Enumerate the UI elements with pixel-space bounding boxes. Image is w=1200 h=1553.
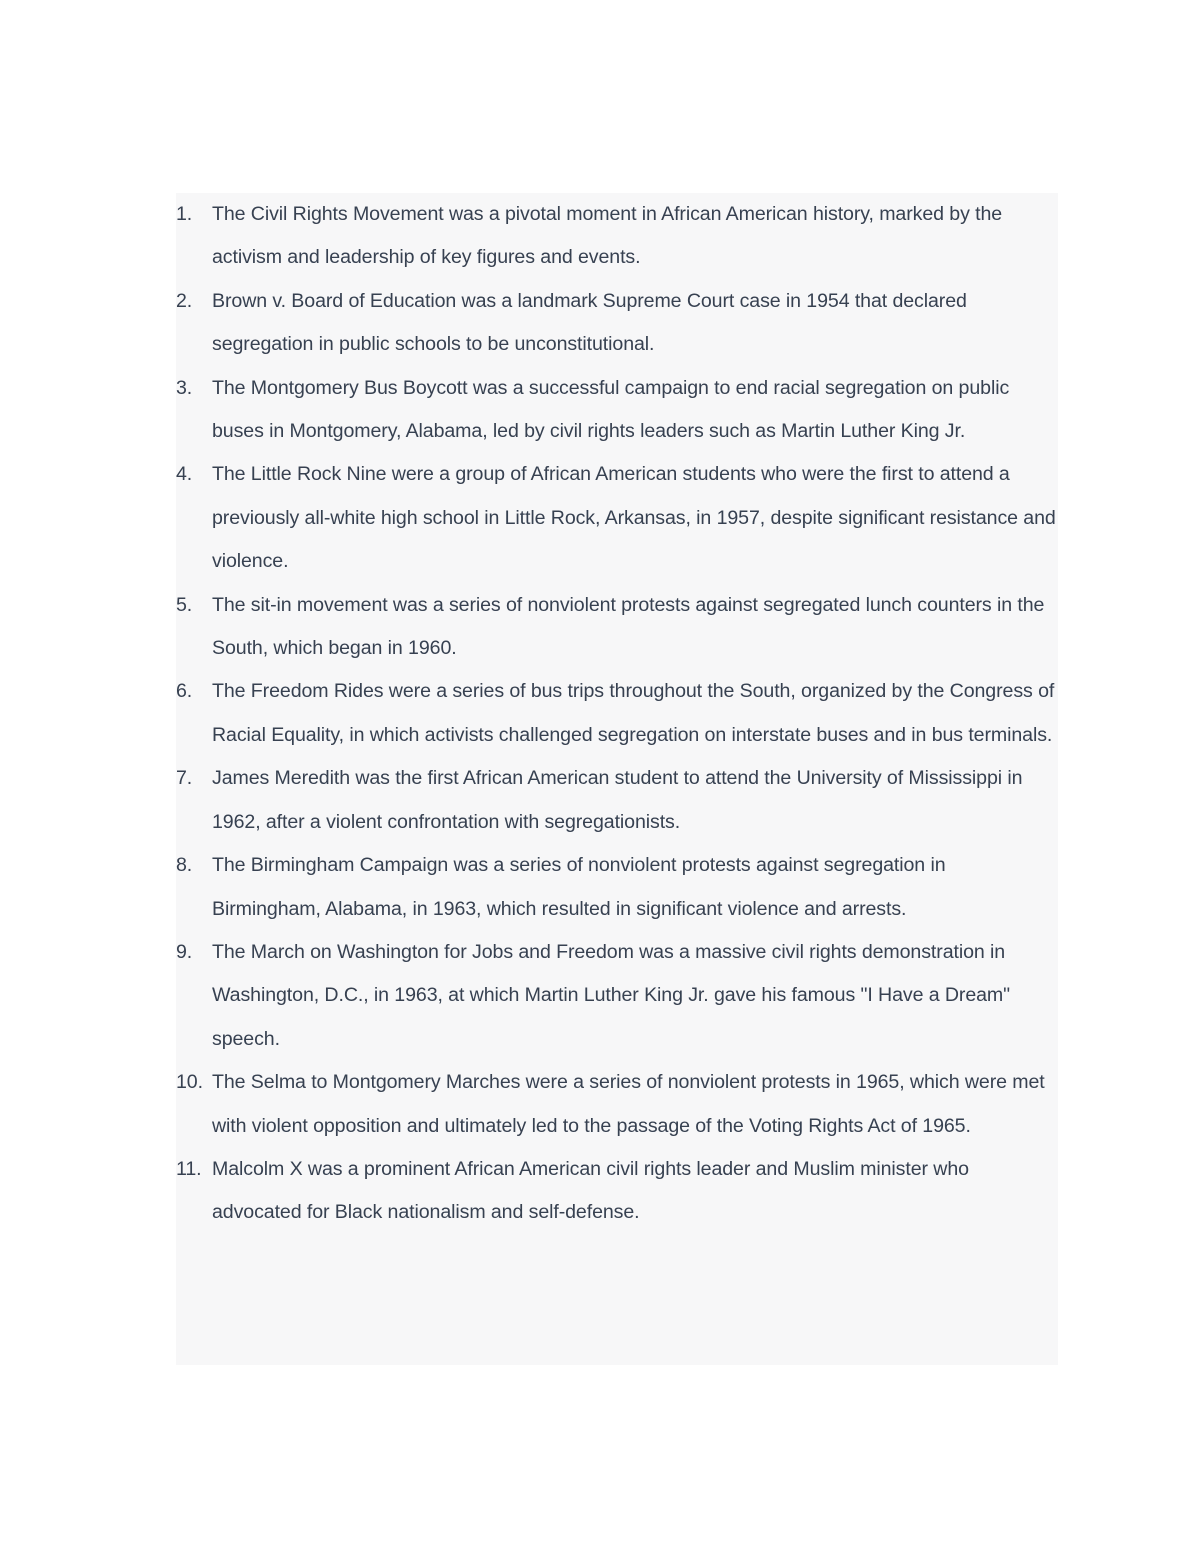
list-item-text: The Little Rock Nine were a group of African American students who were the first to attend a previously all-white high school in Little Rock, Arkansas, in 1957, despite significant resistance and violence. <box>212 463 1056 573</box>
list-item-number: 9. <box>176 940 193 963</box>
list-item-text: The March on Washington for Jobs and Freedom was a massive civil rights demonstration in Washington, D.C., in 1963, at which Martin Luther King Jr. gave his famous "I Have a Dream" speech. <box>212 940 1011 1050</box>
list-item-number: 4. <box>176 463 193 486</box>
list-item-text: The Birmingham Campaign was a series of nonviolent protests against segregation in Birmingham, Alabama, in 1963, which resulted in significant violence and arrests. <box>212 854 946 920</box>
list-item <box>176 1148 1058 1235</box>
list-item-number: 10. <box>176 1071 203 1094</box>
list-item-text: Malcolm X was a prominent African American civil rights leader and Muslim minister who advocated for Black nationalism and self-defense. <box>212 1157 969 1224</box>
numbered-list <box>176 193 1058 1235</box>
list-item <box>176 367 1058 454</box>
list-item <box>176 193 1058 280</box>
list-item-text: The Montgomery Bus Boycott was a successful campaign to end racial segregation on public buses in Montgomery, Alabama, led by civil rights leaders such as Martin Luther King Jr. <box>212 376 1010 443</box>
list-item <box>176 931 1058 1061</box>
list-item-text: The Freedom Rides were a series of bus trips throughout the South, organized by the Congress of Racial Equality, in which activists challenged segregation on interstate buses and in bus terminals. <box>212 680 1055 746</box>
numbered-list-block <box>176 193 1058 1365</box>
list-item-number: 8. <box>176 854 193 877</box>
list-item <box>176 584 1058 671</box>
list-item-number: 1. <box>176 203 193 225</box>
list-item-text: Brown v. Board of Education was a landmark Supreme Court case in 1954 that declared segregation in public schools to be unconstitutional. <box>212 289 967 356</box>
list-item <box>176 757 1058 844</box>
list-item <box>176 280 1058 367</box>
list-item-number: 7. <box>176 767 193 790</box>
list-item <box>176 1061 1058 1148</box>
list-item-number: 11. <box>176 1157 202 1180</box>
list-item-number: 6. <box>176 680 193 703</box>
list-item-text: James Meredith was the first African American student to attend the University of Mississippi in 1962, after a violent confrontation with segregationists. <box>212 767 1023 833</box>
list-item-number: 5. <box>176 593 193 616</box>
list-item-text: The sit-in movement was a series of nonviolent protests against segregated lunch counters in the South, which began in 1960. <box>212 593 1045 660</box>
list-item-text: The Civil Rights Movement was a pivotal moment in African American history, marked by the activism and leadership of key figures and events. <box>212 203 1003 269</box>
list-item-number: 2. <box>176 289 193 312</box>
list-item <box>176 670 1058 757</box>
list-item-text: The Selma to Montgomery Marches were a series of nonviolent protests in 1965, which were met with violent opposition and ultimately led to the passage of the Voting Rights Act of 1965. <box>212 1071 1045 1137</box>
list-item <box>176 453 1058 583</box>
list-item <box>176 844 1058 931</box>
list-item-number: 3. <box>176 376 193 399</box>
